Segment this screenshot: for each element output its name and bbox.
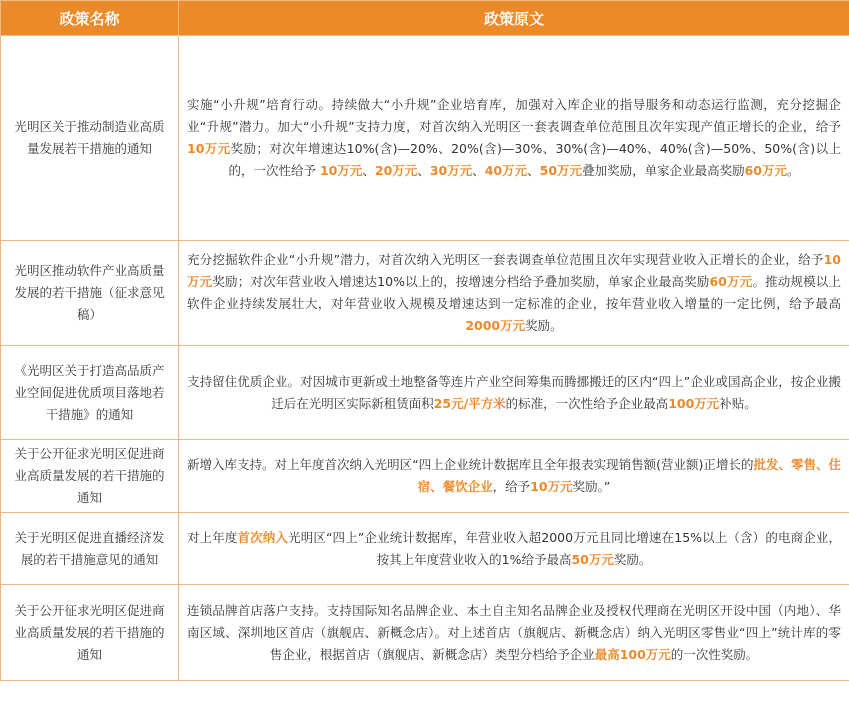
policy-text: 叠加奖励，单家企业最高奖励 [582, 163, 745, 178]
policy-text-cell [179, 241, 849, 346]
policy-name-cell: 关于公开征求光明区促进商业高质量发展的若干措施的通知 [1, 440, 179, 513]
policy-text: 的标准，一次性给予企业最高 [505, 395, 669, 411]
policy-text: 。推动规模以上软件企业持续发展壮大，对年营业收入规模及增速达到一定标准的企业，按年营业收入增量的一定比例，给予最高 [187, 274, 841, 311]
policy-text: 对上年度 [187, 529, 238, 545]
policy-text: 补贴。 [719, 395, 757, 411]
table-row [1, 585, 849, 681]
highlight-amount: 50万元 [539, 163, 583, 178]
policy-text: 连锁品牌首店落户支持。支持国际知名品牌企业、本土自主知名品牌企业及授权代理商在光明区开设中国（内地）、华南区域、深圳地区首店（旗舰店、新概念店）。对上述首店（旗舰店、新概念店）纳入光明区零售业“四上”统计库的零售企业，根据首店（旗舰店、新概念店）类型分档给予企业 [187, 602, 841, 662]
highlight-amount: 100万元 [668, 395, 720, 411]
highlight-amount: 60万元 [744, 163, 787, 178]
table-header-row [1, 1, 849, 36]
table-row [1, 346, 849, 440]
highlight-amount: 2000万元 [465, 318, 526, 333]
policy-name-cell: 光明区推动软件产业高质量发展的若干措施（征求意见稿） [1, 241, 179, 346]
policy-text-cell [179, 585, 849, 681]
highlight-amount: 60万元 [709, 274, 753, 289]
highlight-amount: 40万元 [484, 163, 528, 178]
highlight-amount: 10万元 [530, 479, 573, 494]
policy-text: 奖励；对次年增速达10%(含)—20%、20%(含)—30%、30%(含)—40%、40%(含)—50%、50%(含)以上的，一次性给予 [228, 141, 841, 178]
highlight-amount: 10万元 [187, 252, 841, 289]
table-row [1, 241, 849, 346]
policy-text: 、 [527, 163, 540, 178]
policy-text: 光明区“四上”企业统计数据库，年营业收入超2000万元且同比增速在15%以上（含）的电商企业，按其上年度营业收入的1%给予最高 [288, 529, 841, 567]
policy-text: ，给予 [492, 479, 531, 494]
policy-text: 奖励。 [613, 551, 652, 567]
policy-text: 新增入库支持。对上年度首次纳入光明区“四上企业统计数据库且全年报表实现销售额(营业额)正增长的 [187, 457, 754, 472]
highlight-amount: 10万元 [319, 163, 363, 178]
policy-name-cell: 关于公开征求光明区促进商业高质量发展的若干措施的通知 [1, 585, 179, 681]
policy-text: 实施“小升规”培育行动。持续做大“小升规”企业培育库，加强对入库企业的指导服务和动态运行监测，充分挖掘企业“升规”潜力。加大“小升规”支持力度，对首次纳入光明区一套表调查单位范围且次年实现产值正增长的企业，给予 [187, 97, 841, 134]
policy-name-cell: 《光明区关于打造高品质产业空间促进优质项目落地若干措施》的通知 [1, 346, 179, 440]
highlight-amount: 50万元 [571, 551, 614, 567]
header-policy-text: 政策原文 [179, 1, 849, 36]
highlight-amount: 30万元 [429, 163, 473, 178]
policy-text: 支持留住优质企业。对因城市更新或土地整备等连片产业空间筹集而腾挪搬迁的区内“四上”企业或国高企业，按企业搬迁后在光明区实际新租赁面积 [187, 373, 841, 411]
policy-text-cell [179, 513, 849, 585]
policy-text: 奖励；对次年营业收入增速达10%以上的，按增速分档给予叠加奖励，单家企业最高奖励 [212, 274, 710, 289]
header-policy-name: 政策名称 [1, 1, 179, 36]
policy-text: 的一次性奖励。 [670, 646, 759, 662]
highlight-amount: 20万元 [374, 163, 418, 178]
policy-text: 奖励。 [525, 318, 563, 333]
highlight-amount: 首次纳入 [237, 529, 289, 545]
policy-text: 、 [417, 163, 430, 178]
policy-text: 、 [362, 163, 375, 178]
policy-text-cell [179, 440, 849, 513]
highlight-amount: 最高100万元 [594, 646, 671, 662]
highlight-amount: 25元/平方米 [433, 395, 506, 411]
policy-text-cell [179, 346, 849, 440]
table-row [1, 440, 849, 513]
policy-name-cell: 光明区关于推动制造业高质量发展若干措施的通知 [1, 36, 179, 241]
policy-text: 奖励。” [572, 479, 611, 494]
policy-text: 。 [786, 163, 800, 178]
table-row [1, 513, 849, 585]
policy-text-cell [179, 36, 849, 241]
policy-text: 、 [472, 163, 485, 178]
highlight-amount: 批发、零售、住宿、餐饮企业 [417, 457, 841, 494]
highlight-amount: 10万元 [187, 141, 231, 156]
table-row [1, 36, 849, 241]
policy-text: 充分挖掘软件企业“小升规”潜力，对首次纳入光明区一套表调查单位范围且次年实现营业收入正增长的企业，给予 [187, 252, 824, 267]
policy-name-cell: 关于光明区促进直播经济发展的若干措施意见的通知 [1, 513, 179, 585]
